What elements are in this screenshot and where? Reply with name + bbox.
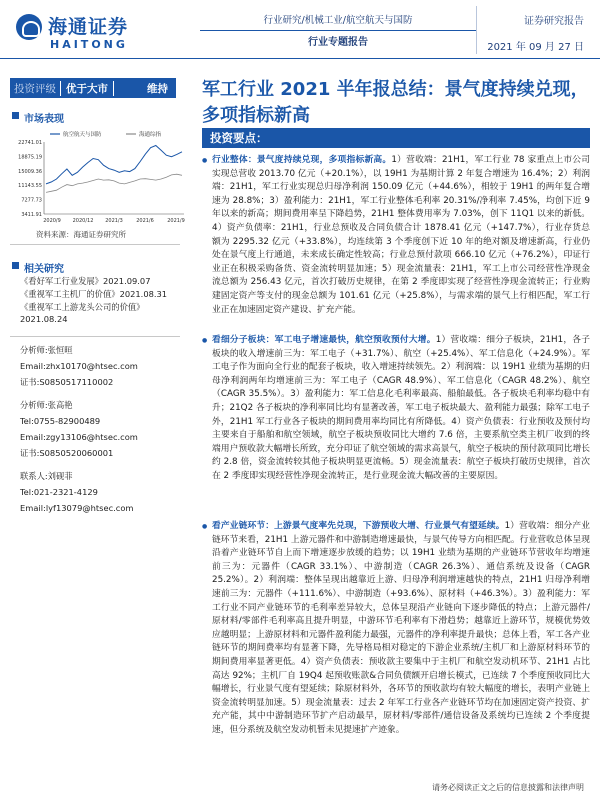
- legend-label: 航空航天与国防: [63, 132, 102, 138]
- related-item: 2021.08.24: [20, 314, 68, 324]
- analyst-cert: 证书:S0850520060001: [20, 448, 114, 458]
- disclaimer-footer: 请务必阅读正文之后的信息披露和法律声明: [432, 783, 584, 792]
- analyst-block-1: [20, 342, 138, 390]
- left-divider: [10, 244, 180, 245]
- analyst-cert: 证书:S0850517110002: [20, 377, 114, 387]
- logo-icon: [16, 14, 42, 40]
- series-line-aerospace-defense: [46, 146, 182, 184]
- y-tick-label: 22741.01: [18, 140, 42, 146]
- contact-email[interactable]: Email:lyf13079@htsec.com: [20, 503, 134, 513]
- key-point-heading: 行业整体：景气度持续兑现，多项指标新高。: [212, 155, 392, 165]
- analyst-phone: Tel:0755-82900489: [20, 416, 101, 426]
- key-point-body: 1）营收端：细分子板块，21H1，各子板块的收入增速前三为：军工电子（+31.7%）、航空（+25.4%）、军工信息化（+24.9%）。军工电子作为面向全行业的配套子板块，收入增速持续领先。2）利润端：以 19H1 业绩为基期的归母净利润两年均增速前三为：军工电子（CAGR 48.9%）、军工信息化（CAGR 48.2%）、航空（CAGR 35.5%）。3）盈利能力：军工信息化毛利率最高、船舶最低。各子板块毛利率均稳中有升；21Q2 各子板块的净利率同比均有显著改善，军工电子板块最大、盈利能力最强；除军工电子外，21H1 军工行业各子板块的期间费用率均同比有所降低。4）资产负债表：行业预收及预付均主要来自于船舶和航空领域，航空子板块预收同比大增约 7.6 倍，主要系航空类主机厂收到的终端用户预收款大幅增长所致，充分印证了航空领域的需求高景气，航空子板块的预付款项同比增长约 2.8 倍，资金流转较其他子板块明显更流畅。5）现金流量表：航空子板块打破历史规律，首次在 2 季度即实现经营性净现金流转正，是行业现金流大幅改善的主要原因。: [212, 335, 590, 481]
- x-tick-label: 2020/12: [72, 218, 94, 224]
- key-points-header: 投资要点：: [202, 128, 590, 148]
- y-tick-label: 15009.36: [18, 168, 42, 175]
- related-research-title: 相关研究: [24, 260, 64, 275]
- company-logo: [16, 10, 136, 56]
- x-tick-label: 2021/9: [167, 218, 185, 224]
- rating-label: 投资评级: [14, 82, 56, 95]
- key-point-body: 1）营收端：细分产业链环节来看，21H1 上游元器件和中游制造增速最快，与景气传导方向相匹配。行业营收总体呈现沿着产业链环节自上而下增速逐步放缓的趋势；以 19H1 业绩为基期的产业链环节营收年均增速前三为：元器件（CAGR 33.1%）、中游制造（CAGR 26.3%）、通信系统及设备（CAGR 25.2%）。2）利润端：整体呈现出越靠近上游、归母净利润增速越快的特点，21H1 归母净利增速前三为：元器件（+111.6%）、中游制造（+93.6%）、原材料（+46.3%）。3）盈利能力：军工行业不同产业链环节的毛利率差异较大，总体呈现沿产业链向下逐步降低的特点；上游元器件/原材料/零部件毛利率高且提升明显，中游环节毛利率有下滑趋势；越靠近上游环节，规模优势效应越明显；上游原材料和元器件盈利能力最强，元器件的净利率提升最快；总体上看，军工各产业链环节的期间费率均有显著下降，先导格局相对稳定的下游企业系统/主机厂和上游原材料环节的期间费用率显著更低。4）资产负债表：预收款主要集中于主机厂和航空发动机环节、21H1 占比高达 92%；主机厂自 19Q4 起预收账款&合同负债额开启增长模式，已连续 7 个季度预收同比大幅增长，行业景气度有望延续；除原材料外，各环节的预收款均有较大幅度的增长，表明产业链上资金流转明显加速。5）现金流量表：过去 2 年军工行业各产业链环节均在加速固定资产投资、扩充产能，其中中游制造环节扩产启动最早，原材料/零部件/通信设备及系统均已连续 2 个季度提速，但分系统及航空发动机暂未见提速扩产迹象。: [212, 521, 590, 735]
- rating-value: 优于大市: [60, 81, 114, 96]
- key-point-supply-chain: [202, 520, 590, 738]
- report-type-label: 行业专题报告: [308, 37, 368, 48]
- related-item[interactable]: 《重视军工主机厂的价值》2021.08.31: [20, 289, 168, 299]
- chart-source: 资料来源：海通证券研究所: [36, 230, 126, 239]
- analyst-email[interactable]: Email:zgy13106@htsec.com: [20, 432, 138, 442]
- contact-block: [20, 468, 134, 516]
- related-item[interactable]: 《重视军工上游龙头公司的价值》: [20, 302, 145, 312]
- header-bottom-rule: [0, 58, 600, 59]
- market-performance-title: 市场表现: [24, 110, 64, 125]
- key-point-body: 1）营收端：21H1，军工行业 78 家重点上市公司实现总营收 2013.70 亿元（+20.1%），以 19H1 为基期计算 2 年复合增速为 16.4%；2）利润端：21H1，军工行业实现总归母净利润 150.09 亿元（+44.6%），相较于 19H1 的两年复合增速为 28.8%；3）盈利能力：21H1，军工行业整体毛利率 20.31%/净利率 7.45%，均创下近 9 年以来的新高；期间费用率呈下降趋势，21H1 整体费用率为 7.03%，创下 11Q1 以来的新低。4）资产负债率：21H1，行业总预收及合同负债合计 1878.41 亿元（+147.7%），行业存货总额为 2295.32 亿元（+33.8%），均连续第 3 个季度创下近 10 年的绝对额及增速新高，行业仍处在景气度上行通道，未来成长确定性较高；行业总预付款项 666.10 亿元（+76.2%），印证行业正在积极采购备货、资金流转明显加速；5）现金流量表：21H1，军工上市公司经营性净现金流总额为 256.43 亿元，首次打破历史规律，在第 2 季度即实现了经营性净现金流转正；行业购建固定资产等支付的现金总额为 101.61 亿元（+25.8%），与需求端的景气上行相匹配，军工行业正在加速固定资产建设、扩充产能。: [212, 155, 591, 315]
- related-item[interactable]: 《看好军工行业发展》2021.09.07: [20, 276, 151, 286]
- x-tick-label: 2021/6: [136, 218, 154, 224]
- key-point-heading: 看产业链环节：上游景气度率先兑现，下游预收大增、行业景气有望延续。: [212, 521, 505, 531]
- analyst-name: 分析师:张恒晅: [20, 345, 73, 355]
- analyst-email[interactable]: Email:zhx10170@htsec.com: [20, 361, 138, 371]
- chart-svg: [12, 128, 188, 228]
- logo-text-cn: 海通证券: [48, 16, 129, 38]
- rating-action: 维持: [147, 82, 168, 95]
- y-tick-label: 11143.55: [18, 183, 42, 190]
- report-title: 军工行业 2021 半年报总结：景气度持续兑现，多项指标新高: [202, 79, 589, 126]
- left-divider: [10, 336, 180, 337]
- report-date: 2021 年 09 月 27 日: [487, 42, 584, 53]
- report-category-right: 证券研究报告: [524, 16, 584, 27]
- key-point-heading: 看细分子板块：军工电子增速最快，航空预收预付大增。: [212, 335, 436, 345]
- y-tick-label: 18875.19: [18, 154, 42, 161]
- industry-category: 行业研究/机械工业/航空航天与国防: [263, 15, 413, 26]
- y-tick-label: 7277.73: [21, 197, 42, 204]
- contact-name: 联系人:刘砚菲: [20, 471, 73, 481]
- analyst-block-2: [20, 397, 138, 461]
- series-line-haitong-index: [46, 174, 182, 192]
- contact-phone: Tel:021-2321-4129: [20, 487, 98, 497]
- y-tick-label: 3411.91: [21, 212, 42, 218]
- header-vertical-divider: [476, 6, 477, 54]
- analyst-name: 分析师:张高艳: [20, 400, 73, 410]
- market-performance-chart: [12, 128, 188, 228]
- key-point-industry-overall: [202, 154, 590, 317]
- x-tick-label: 2021/3: [105, 218, 123, 224]
- x-tick-label: 2020/9: [43, 218, 61, 224]
- report-header: [0, 0, 600, 62]
- logo-text-en: HAITONG: [50, 38, 128, 51]
- investment-rating: [10, 78, 176, 98]
- key-point-sub-sectors: [202, 334, 590, 484]
- header-divider: [200, 30, 476, 31]
- legend-label: 海通综指: [139, 132, 162, 138]
